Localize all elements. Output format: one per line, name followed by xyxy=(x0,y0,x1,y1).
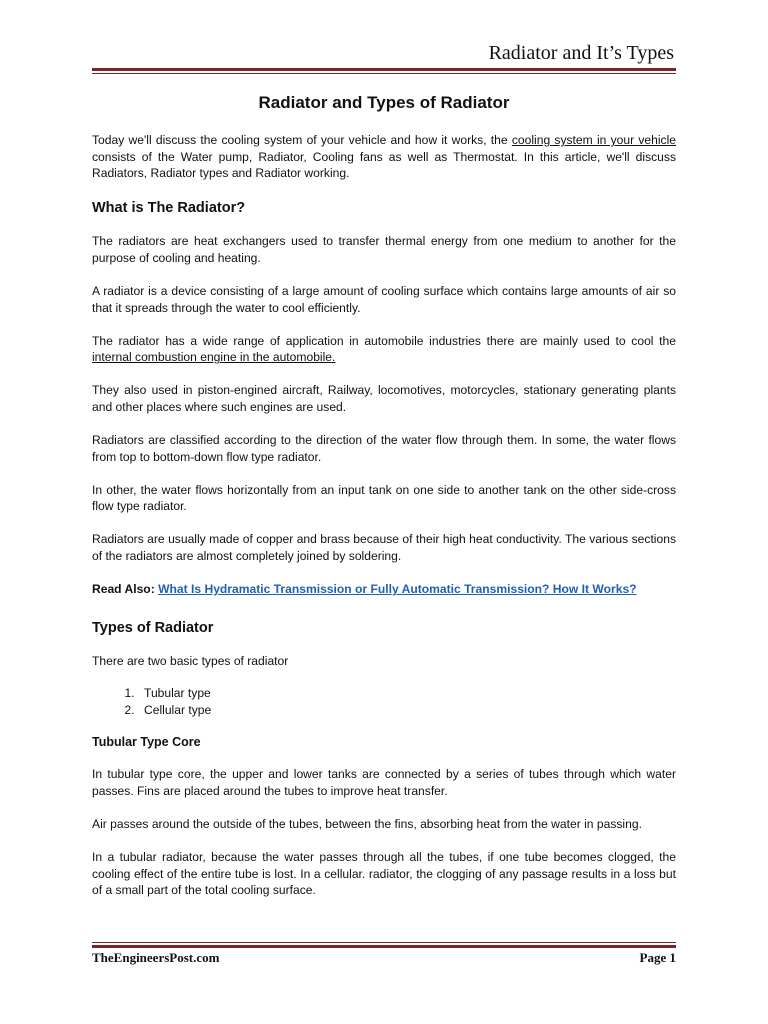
intro-text-start: Today we'll discuss the cooling system of your vehicle and how it works, the xyxy=(92,133,512,147)
read-also xyxy=(92,581,676,598)
paragraph-1: The radiators are heat exchangers used to transfer thermal energy from one medium to another for the purpose of cooling and heating. xyxy=(92,234,676,265)
footer-site-name: TheEngineersPost.com xyxy=(92,950,220,965)
tubular-paragraph-3: In a tubular radiator, because the water passes through all the tubes, if one tube becomes clogged, the cooling effect of the entire tube is lost. In a cellular. radiator, the clogging of any passage results in a loss but of a small part of the total cooling surface. xyxy=(92,850,676,898)
paragraph-6: In other, the water flows horizontally from an input tank on one side to another tank on the other side-cross flow type radiator. xyxy=(92,482,676,514)
header-title: Radiator and It’s Types xyxy=(488,42,674,64)
ic-engine-link[interactable]: internal combustion engine in the automobile. xyxy=(92,350,336,365)
paragraph-3 xyxy=(92,333,676,366)
list-item: 2. Cellular type xyxy=(138,702,676,719)
cooling-system-link[interactable]: cooling system in your vehicle xyxy=(511,133,676,147)
paragraph-2: A radiator is a device consisting of a large amount of cooling surface which contains large amounts of air so that it spreads through the water to cool efficiently. xyxy=(92,283,676,315)
footer-rule-thick xyxy=(92,945,676,948)
header-rule-thick xyxy=(92,68,676,71)
what-is-radiator-heading: What is The Radiator? xyxy=(92,200,246,217)
tubular-core-heading: Tubular Type Core xyxy=(92,735,201,750)
paragraph-5: Radiators are classified according to the direction of the water flow through them. In some, the water flows from top to bottom-down flow type radiator. xyxy=(92,433,676,464)
types-heading: Types of Radiator xyxy=(92,619,214,636)
footer-rule-thin xyxy=(92,942,676,943)
paragraph-4: They also used in piston-engined aircraft, Railway, locomotives, motorcycles, stationary generating plants and other places where such engines are used. xyxy=(92,383,676,414)
tubular-paragraph-1: In tubular type core, the upper and lower tanks are connected by a series of tubes through which water passes. Fins are placed around the tubes to improve heat transfer. xyxy=(92,767,676,799)
read-also-label: Read Also: xyxy=(92,582,159,597)
paragraph-7: Radiators are usually made of copper and brass because of their high heat conductivity. The various sections of the radiators are almost completely joined by soldering. xyxy=(92,532,676,563)
document-title: Radiator and Types of Radiator xyxy=(258,93,510,112)
intro-text-end: consists of the Water pump, Radiator, Cooling fans as well as Thermostat. In this article, we'll discuss Radiators, Radiator types and Radiator working. xyxy=(92,149,676,181)
types-intro: There are two basic types of radiator xyxy=(92,653,289,668)
list-item: 1. Tubular type xyxy=(138,685,676,702)
page-header xyxy=(92,38,676,78)
read-also-link[interactable]: What Is Hydramatic Transmission or Fully Automatic Transmission? How It Works? xyxy=(158,582,637,597)
paragraph-3-text: The radiator has a wide range of application in automobile industries there are mainly used to cool the xyxy=(92,333,676,348)
page-footer xyxy=(92,942,676,972)
types-list xyxy=(92,685,676,718)
header-rule-thin xyxy=(92,73,676,74)
footer-page-number: Page 1 xyxy=(639,950,676,965)
tubular-paragraph-2: Air passes around the outside of the tubes, between the fins, absorbing heat from the water in passing. xyxy=(92,817,642,832)
intro-paragraph xyxy=(92,132,676,182)
document-body xyxy=(92,92,676,916)
